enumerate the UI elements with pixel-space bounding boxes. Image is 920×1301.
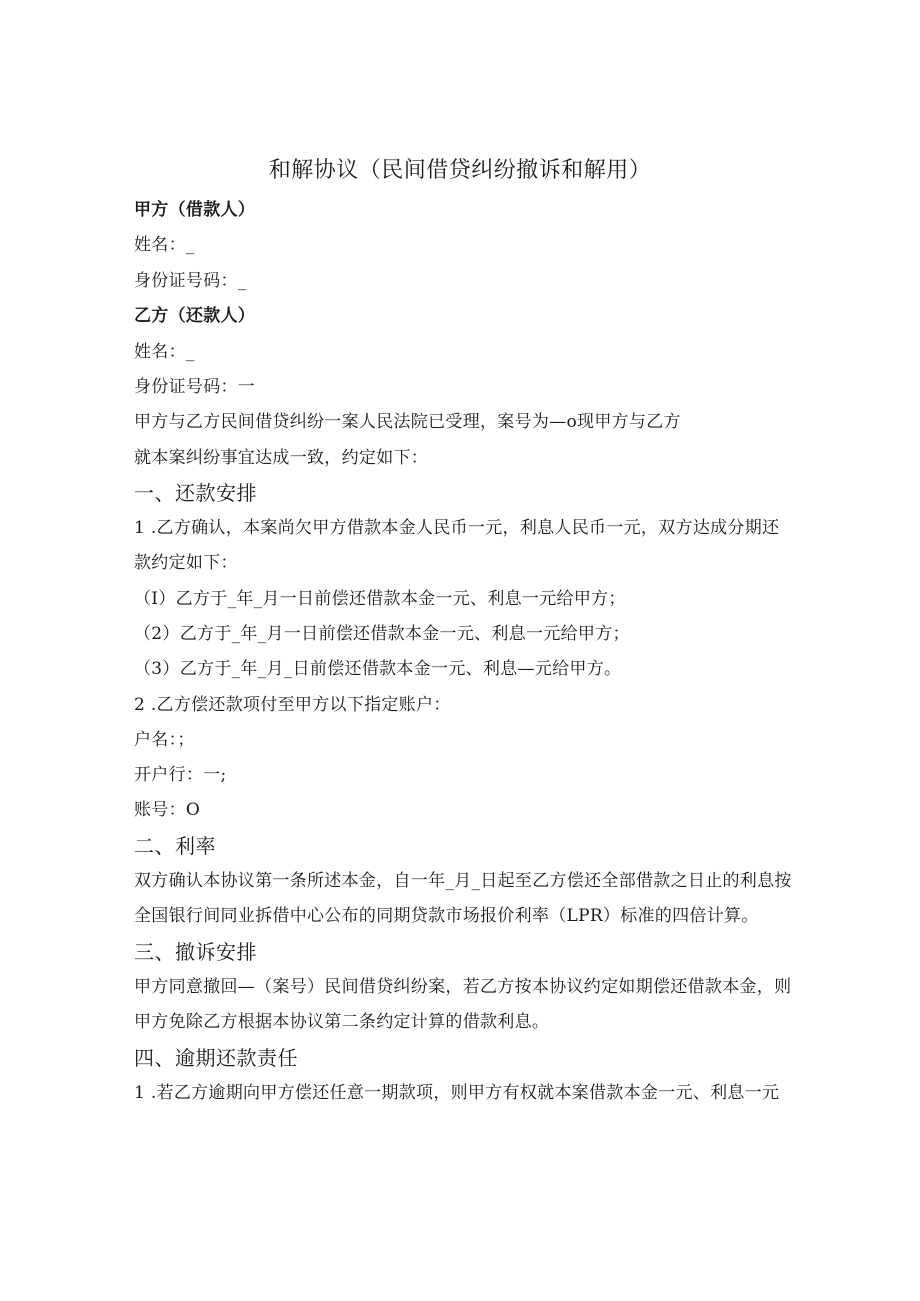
bank-name: 开户行：一; xyxy=(134,765,227,785)
account-name: 户名：； xyxy=(134,730,195,750)
section-2-line-2: 全国银行间同业拆借中心公布的同期贷款市场报价利率（LPR）标准的四倍计算。 xyxy=(134,906,759,926)
party-b-id: 身份证号码：一 xyxy=(134,377,256,397)
section-3-line-2: 甲方免除乙方根据本协议第二条约定计算的借款利息。 xyxy=(134,1012,550,1032)
section-1-heading: 一、还款安排 xyxy=(134,481,257,505)
section-2-heading: 二、利率 xyxy=(134,834,216,858)
installment-3: （3）乙方于_年_月_日前偿还借款本金一元、利息—元给甲方。 xyxy=(134,659,622,679)
section-3-line-1: 甲方同意撤回—（案号）民间借贷纠纷案，若乙方按本协议约定如期偿还借款本金，则 xyxy=(134,977,792,997)
party-a-id: 身份证号码：_ xyxy=(134,271,247,291)
installment-1: （I）乙方于_年_月一日前偿还借款本金一元、利息一元给甲方； xyxy=(134,589,626,609)
party-b-name: 姓名：_ xyxy=(134,342,195,362)
document-title: 和解协议（民间借贷纠纷撤诉和解用） xyxy=(268,158,652,183)
party-a-name: 姓名：_ xyxy=(134,235,195,255)
intro-line-2: 就本案纠纷事宜达成一致，约定如下： xyxy=(134,448,429,468)
section-1-paragraph-1-line-1: 1 .乙方确认，本案尚欠甲方借款本金人民币一元，利息人民币一元，双方达成分期还 xyxy=(134,518,780,538)
section-4-heading: 四、逾期还款责任 xyxy=(134,1046,298,1070)
party-b-heading: 乙方（还款人） xyxy=(134,306,256,326)
section-1-paragraph-2: 2 .乙方偿还款项付至甲方以下指定账户： xyxy=(134,695,451,715)
section-1-paragraph-1-line-2: 款约定如下： xyxy=(134,553,238,573)
installment-2: （2）乙方于_年_月一日前偿还借款本金一元、利息一元给甲方； xyxy=(134,624,630,644)
account-number: 账号：O xyxy=(134,800,201,820)
intro-line-1: 甲方与乙方民间借贷纠纷一案人民法院已受理，案号为—o现甲方与乙方 xyxy=(134,412,681,432)
section-2-line-1: 双方确认本协议第一条所述本金，自一年_月_日起至乙方偿还全部借款之日止的利息按 xyxy=(134,871,792,891)
section-4-line-1: 1 .若乙方逾期向甲方偿还任意一期款项，则甲方有权就本案借款本金一元、利息一元 xyxy=(134,1083,780,1103)
party-a-heading: 甲方（借款人） xyxy=(134,200,256,220)
section-3-heading: 三、撤诉安排 xyxy=(134,940,257,964)
